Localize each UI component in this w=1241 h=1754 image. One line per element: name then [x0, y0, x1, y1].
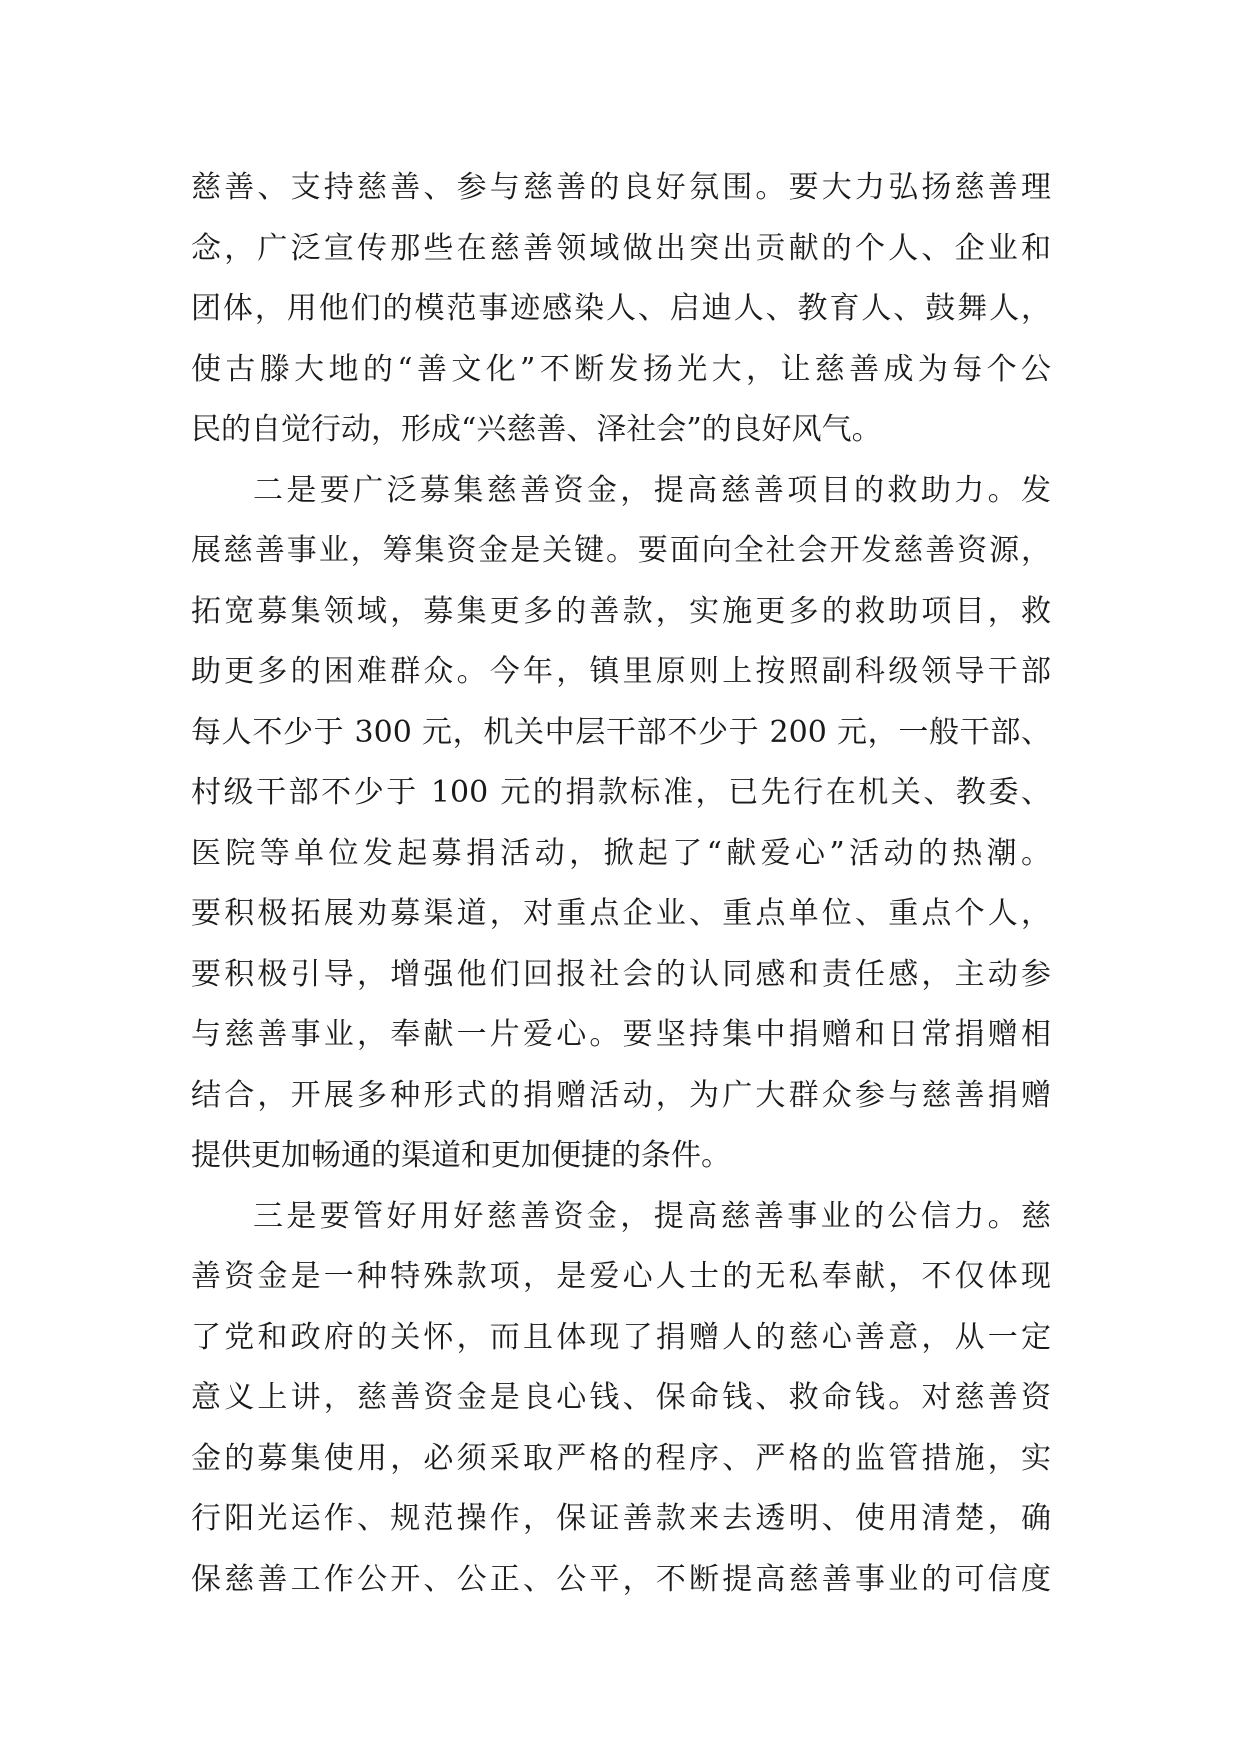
body-line: 意义上讲，慈善资金是良心钱、保命钱、救命钱。对慈善资 [191, 1380, 1051, 1415]
body-line: 拓宽募集领域，募集更多的善款，实施更多的救助项目，救 [191, 593, 1051, 629]
document-body [191, 158, 1051, 1610]
body-line: 助更多的困难群众。今年，镇里原则上按照副科级领导干部 [191, 654, 1051, 689]
body-line: 保慈善工作公开、公正、公平，不断提高慈善事业的可信度 [191, 1561, 1051, 1597]
body-line: 要积极引导，增强他们回报社会的认同感和责任感，主动参 [191, 956, 1051, 992]
body-line: 医院等单位发起募捐活动，掀起了“献爱心”活动的热潮。 [191, 835, 1051, 871]
body-line: 村级干部不少于 100 元的捐款标准，已先行在机关、教委、 [191, 775, 1051, 810]
body-line: 每人不少于 300 元，机关中层干部不少于 200 元，一般干部、 [191, 714, 1051, 750]
body-line: 了党和政府的关怀，而且体现了捐赠人的慈心善意，从一定 [191, 1319, 1051, 1355]
body-line: 念，广泛宣传那些在慈善领域做出突出贡献的个人、企业和 [191, 230, 1051, 266]
body-line: 金的募集使用，必须采取严格的程序、严格的监管措施，实 [191, 1440, 1051, 1476]
paragraph-end-line: 提供更加畅通的渠道和更加便捷的条件。 [191, 1138, 731, 1173]
paragraph-start-line: 三是要管好用好慈善资金，提高慈善事业的公信力。慈 [253, 1198, 1051, 1234]
body-line: 结合，开展多种形式的捐赠活动，为广大群众参与慈善捐赠 [191, 1077, 1051, 1113]
body-line: 行阳光运作、规范操作，保证善款来去透明、使用清楚，确 [191, 1501, 1051, 1536]
body-line: 要积极拓展劝募渠道，对重点企业、重点单位、重点个人， [191, 896, 1051, 931]
body-line: 慈善、支持慈善、参与慈善的良好氛围。要大力弘扬慈善理 [191, 170, 1051, 205]
body-line: 团体，用他们的模范事迹感染人、启迪人、教育人、鼓舞人， [191, 291, 1051, 326]
paragraph-end-line: 民的自觉行动，形成“兴慈善、泽社会”的良好风气。 [191, 412, 882, 447]
paragraph-start-line: 二是要广泛募集慈善资金，提高慈善项目的救助力。发 [253, 472, 1051, 508]
body-line: 展慈善事业，筹集资金是关键。要面向全社会开发慈善资源， [191, 533, 1051, 568]
body-line: 与慈善事业，奉献一片爱心。要坚持集中捐赠和日常捐赠相 [191, 1017, 1051, 1052]
body-line: 使古滕大地的“善文化”不断发扬光大，让慈善成为每个公 [191, 351, 1051, 387]
body-line: 善资金是一种特殊款项，是爱心人士的无私奉献，不仅体现 [191, 1259, 1051, 1294]
